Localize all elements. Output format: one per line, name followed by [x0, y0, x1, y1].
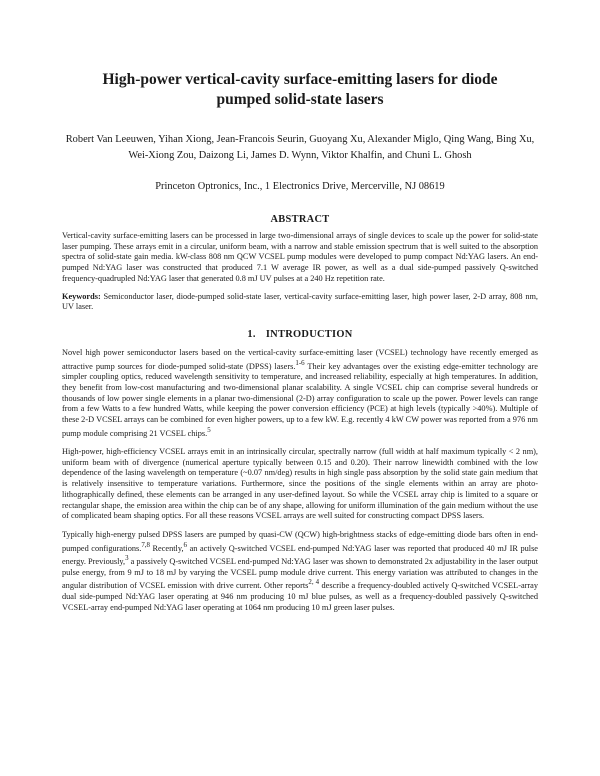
citation-superscript: 5: [207, 426, 211, 434]
citation-superscript: 7,8: [141, 541, 150, 549]
citation-superscript: 2, 4: [308, 579, 320, 587]
abstract-heading: ABSTRACT: [270, 214, 330, 225]
section-title: INTRODUCTION: [265, 328, 353, 340]
intro-p3-text-e: describe a frequency-doubled actively Q-switched VCSEL-array dual side-pumped Nd:YAG laser operating at 946 nm producing 10 mJ blue pulses, as well as a frequency-doubled passively Q-switched VCSEL-array end-pumped Nd:YAG laser operating at 1064 nm producing 10 mJ green laser pulses.: [62, 581, 538, 612]
intro-paragraph-3: [62, 530, 538, 613]
intro-p3-text-c: an actively Q-switched VCSEL end-pumped Nd:YAG laser was reported that produced 40 mJ IR pulse energy. Previously,: [62, 543, 538, 566]
section-number: 1.: [247, 328, 256, 340]
intro-p1-text-a: Novel high power semiconductor lasers based on the vertical-cavity surface-emitting laser (VCSEL) technology have recently emerged as attractive pump sources for diode-pumped solid-state (DPSS) lasers.: [62, 347, 538, 371]
intro-p3-text-a: Typically high-energy pulsed DPSS lasers are pumped by quasi-CW (QCW) high-brightness stacks of edge-emitting diode bars often in end-pumped configurations.: [62, 530, 538, 553]
intro-p3-text-b: Recently,: [149, 543, 184, 553]
intro-p1-text-b: Their key advantages over the existing edge-emitter technology are simpler coupling optics, reduced wavelength sensitivity to temperature, and increased reliability, especially at high temperatures. In addition, they benefit from low-cost manufacturing and two-dimensional planar scalability. A single VCSEL chip can comprise several hundreds or thousands of low power single elements in a planar two-dimensional (2-D) array configuration to scale up the power. Power levels can range from a few Watts to a few hundred Watts, while keeping the power conversion efficiency (PCE) at high levels (typically >40%). Multiple of these 2-D VCSEL arrays can be combined for even higher powers, up to a few kW. E.g. recently 4 kW CW power was reported from a 976 nm pump module comprising 21 VCSEL chips.: [62, 361, 538, 438]
affiliation: Princeton Optronics, Inc., 1 Electronics Drive, Mercerville, NJ 08619: [155, 181, 445, 192]
intro-paragraph-1: [62, 348, 538, 439]
citation-superscript: 3: [125, 555, 129, 563]
paper-title: High-power vertical-cavity surface-emitting lasers for diode pumped solid-state lasers: [102, 71, 498, 108]
intro-p3-text-d: a passively Q-switched VCSEL end-pumped Nd:YAG laser was shown to demonstrated 2x adjustability in the laser output pulse energy, from 9 mJ to 18 mJ by varying the VCSEL pump module drive current. This energy variation was attributed to changes in the angular distribution of VCSEL emission with drive current. Other reports: [62, 556, 539, 591]
citation-superscript: 6: [183, 541, 187, 549]
section-heading-introduction: [62, 329, 538, 340]
keywords-label: Keywords:: [62, 291, 101, 301]
intro-paragraph-2: High-power, high-efficiency VCSEL arrays emit in an intrinsically circular, spectrally narrow (full width at half maximum typically < 2 nm), uniform beam with of divergence (numerical aperture typically between 0.15 and 0.20). Their narrow linewidth combined with the low dependence of the lasing wavelength on temperature (~0.07 nm/deg) results in high single pass absorption by the solid state gain medium that is relatively insensitive to temperature variations. Furthermore, since the positions of the single elements within an array are photo-lithographically defined, these elements can be arranged in any user-defined layout. So while the VCSEL array chip is limited to a square or rectangular shape, the emission area within the chip can be of any shape, allowing for uniform illumination of the gain medium without the use of complicated beam shaping optics. For all these reasons VCSEL arrays are well suited for constructing compact DPSS lasers.: [62, 447, 538, 521]
abstract-text: Vertical-cavity surface-emitting lasers can be processed in large two-dimensional arrays of single devices to scale up the power for solid-state laser pumping. These arrays emit in a circular, uniform beam, with a narrow and stable emission spectrum that is well suited to the absorption spectra of solid-state gain media. kW-class 808 nm QCW VCSEL pump modules were developed to pump compact Nd:YAG lasers. An end-pumped Nd:YAG laser was constructed that produced 7.1 W average IR power, as well as a dual side-pumped passively Q-switched frequency-quadrupled Nd:YAG laser that generated 0.8 mJ UV pulses at a 240 Hz repetition rate.: [62, 231, 538, 283]
author-list: Robert Van Leeuwen, Yihan Xiong, Jean-Francois Seurin, Guoyang Xu, Alexander Miglo, Qing Wang, Bing Xu, Wei-Xiong Zou, Daizong Li, James D. Wynn, Viktor Khalfin, and Chuni L. Ghosh: [65, 134, 535, 161]
keywords: [62, 292, 538, 313]
citation-superscript: 1-6: [295, 359, 305, 367]
keywords-text: Semiconductor laser, diode-pumped solid-state laser, vertical-cavity surface-emitting laser, high power laser, 2-D array, 808 nm, UV laser.: [62, 291, 538, 312]
